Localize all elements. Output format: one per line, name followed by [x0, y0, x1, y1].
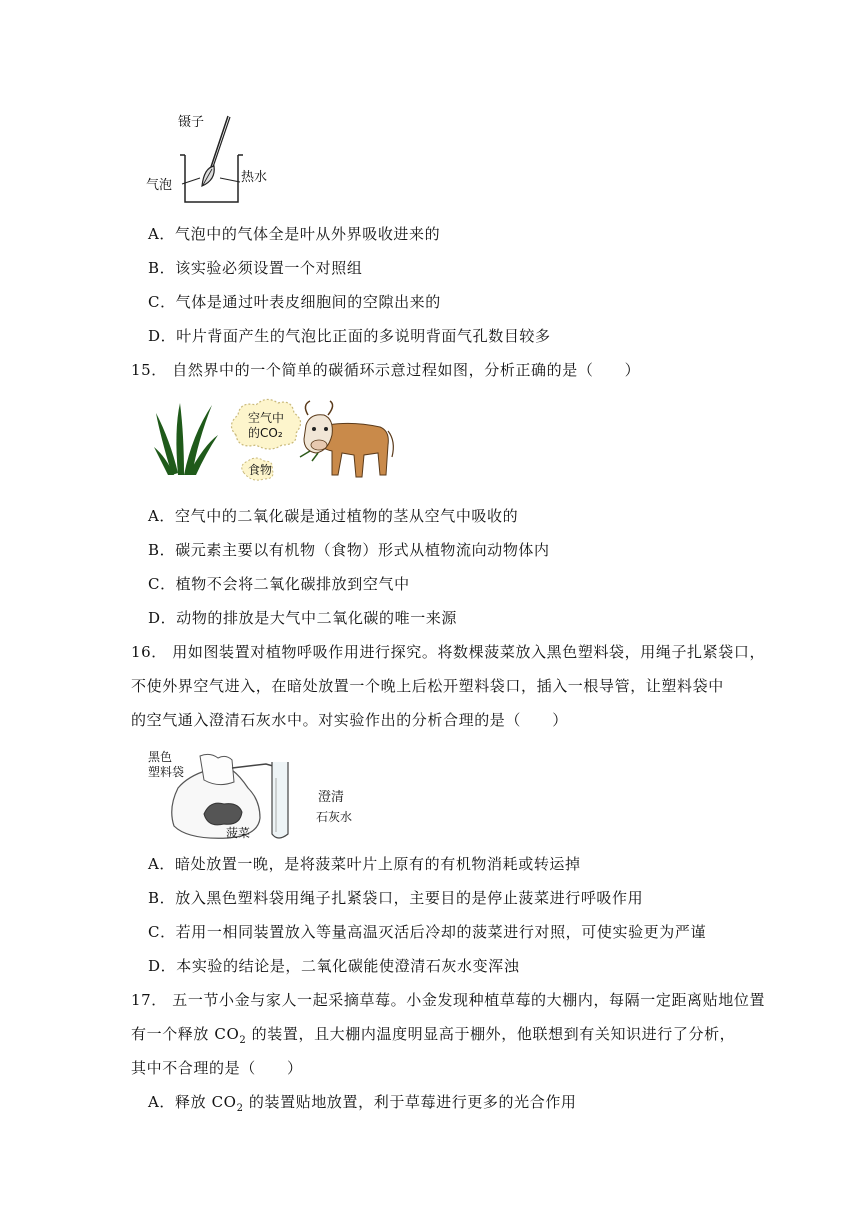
q14-option-a: A．气泡中的气体全是叶从外界吸收进来的 — [148, 225, 441, 243]
q15-option-d: D．动物的排放是大气中二氧化碳的唯一来源 — [148, 609, 458, 627]
q17-stem-subscript: 2 — [239, 1035, 247, 1046]
q16-stem-line-1: 16． 用如图装置对植物呼吸作用进行探究。将数棵菠菜放入黑色塑料袋，用绳子扎紧袋口， — [131, 643, 766, 661]
q17-stem-line-2-part1: 有一个释放 CO — [131, 1025, 240, 1043]
black-bag-label-line1: 黑色 — [148, 750, 173, 764]
q16-option-a: A．暗处放置一晚，是将菠菜叶片上原有的有机物消耗或转运掉 — [148, 855, 581, 873]
q17-option-a — [148, 1092, 577, 1119]
black-bag-label-line2: 塑料袋 — [148, 765, 185, 779]
q17-stem-line-3: 其中不合理的是（ ） — [131, 1059, 303, 1077]
q15-option-c: C．植物不会将二氧化碳排放到空气中 — [148, 575, 410, 593]
q14-option-c: C．气体是通过叶表皮细胞间的空隙出来的 — [148, 293, 441, 311]
q17-option-a-subscript: 2 — [236, 1103, 244, 1114]
q16-option-c: C．若用一相同装置放入等量高温灭活后冷却的菠菜进行对照，可使实验更为严谨 — [148, 923, 707, 941]
q17-option-a-part1: A．释放 CO — [148, 1093, 237, 1111]
q15-option-b: B．碳元素主要以有机物（食物）形式从植物流向动物体内 — [148, 541, 550, 559]
q17-option-a-part2: 的装置贴地放置，利于草莓进行更多的光合作用 — [243, 1093, 577, 1111]
leaf-beaker-figure — [140, 108, 290, 208]
respiration-apparatus-figure — [148, 748, 368, 843]
q15-stem: 15． 自然界中的一个简单的碳循环示意过程如图，分析正确的是（ ） — [131, 361, 641, 379]
limewater-label-line1: 澄清 — [318, 790, 345, 805]
q16-stem-line-2: 不使外界空气进入，在暗处放置一个晚上后松开塑料袋口，插入一根导管，让塑料袋中 — [131, 677, 724, 695]
spinach-label: 菠菜 — [226, 826, 251, 840]
q15-option-a: A．空气中的二氧化碳是通过植物的茎从空气中吸收的 — [148, 507, 519, 525]
q16-option-b: B．放入黑色塑料袋用绳子扎紧袋口，主要目的是停止菠菜进行呼吸作用 — [148, 889, 644, 907]
carbon-cycle-illustration — [152, 395, 397, 490]
q14-option-b: B．该实验必须设置一个对照组 — [148, 259, 363, 277]
q16-stem-line-3: 的空气通入澄清石灰水中。对实验作出的分析合理的是（ ） — [131, 711, 568, 729]
bubble-label: 气泡 — [146, 178, 173, 193]
food-label: 食物 — [248, 463, 273, 477]
cloud-label-line2: 的CO₂ — [248, 426, 283, 440]
hot-water-label: 热水 — [241, 170, 268, 185]
limewater-label-line2: 石灰水 — [316, 810, 353, 824]
cloud-label-line1: 空气中 — [248, 411, 285, 425]
beaker-illustration — [140, 108, 290, 208]
q14-option-d: D．叶片背面产生的气泡比正面的多说明背面气孔数目较多 — [148, 327, 551, 345]
carbon-cycle-figure — [152, 395, 397, 490]
q17-stem-line-1: 17． 五一节小金与家人一起采摘草莓。小金发现种植草莓的大棚内，每隔一定距离贴地位置 — [131, 991, 766, 1009]
q17-stem-line-2 — [131, 1024, 735, 1051]
q16-option-d: D．本实验的结论是，二氧化碳能使澄清石灰水变浑浊 — [148, 957, 520, 975]
q17-stem-line-2-part2: 的装置，且大棚内温度明显高于棚外，他联想到有关知识进行了分析， — [246, 1025, 736, 1043]
tweezers-label: 镊子 — [178, 115, 205, 130]
